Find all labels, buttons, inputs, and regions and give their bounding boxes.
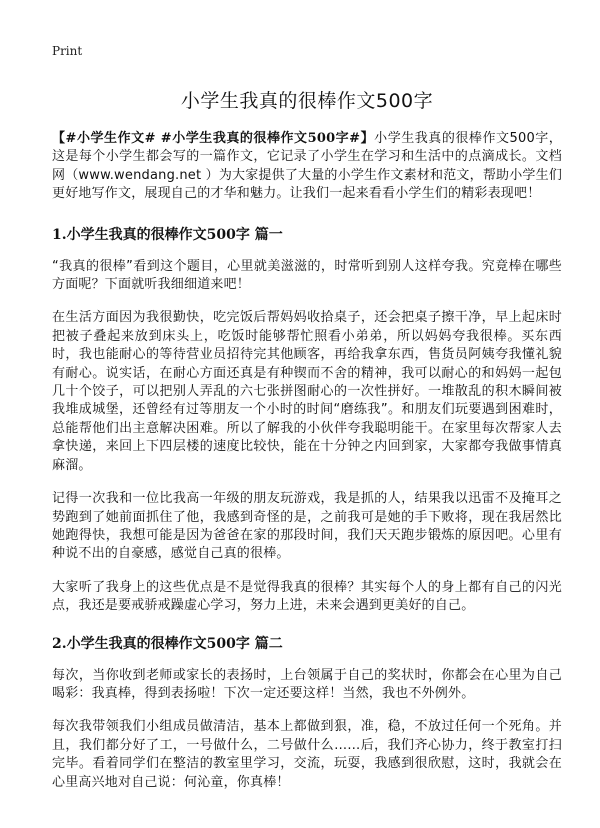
section-1-paragraph-2: 在生活方面因为我很勤快，吃完饭后帮妈妈收拾桌子，还会把桌子擦干净，早上起床时把被子叠起来放到床头上，吃饭时能够帮忙照看小弟弟，所以妈妈夸我很棒。买东西时，我也能耐心的等待营业员招待完其他顾客，再给我拿东西，售货员阿姨夸我懂礼貌有耐心。说实话，在耐心方面还真是有种锲而不舍的精神，我可以耐心的和妈妈一起包几十个饺子，可以把别人弄乱的六七张拼图耐心的一次性拼好。一堆散乱的积木瞬间被我堆成城堡，还曾经有过等朋友一个小时的时间“磨练我”。和朋友们玩要遇到困难时，总能帮他们出主意解决困难。所以了解我的小伙伴夸我聪明能干。在家里每次帮家人去拿快递，来回上下四层楼的速度比较快，能在十分钟之内回到家，大家都夸我做事情真麻溜。 (52, 310, 562, 473)
section-1-paragraph-1: “我真的很棒”看到这个题目，心里就美滋滋的，时常听到别人这样夸我。究竟棒在哪些方面呢？下面就听我细细道来吧！ (52, 258, 562, 293)
section-heading-2: 2.小学生我真的很棒作文500字 篇二 (52, 635, 283, 652)
intro-text: 小学生我真的很棒作文500字，这是每个小学生都会写的一篇作文，它记录了小学生在学习和生活中的点滴成长。文档网（www.wendang.net ）为大家提供了大量的小学生作文素材和范文，帮助小学生们更好地写作文，展现自己的才华和魅力。让我们一起来看看小学生们的精彩表现吧！ (52, 131, 563, 202)
article-title: 小学生我真的很棒作文500字 (180, 90, 434, 112)
print-link[interactable]: Print (52, 44, 83, 58)
section-1-paragraph-3: 记得一次我和一位比我高一年级的朋友玩游戏，我是抓的人，结果我以迅雷不及掩耳之势跑到了她前面抓住了他，我感到奇怪的是，之前我可是她的手下败将，现在我居然比她跑得快，我想可能是因为爸爸在家的那段时间，我们天天跑步锻炼的原因吧。心里有种说不出的自豪感，感觉自己真的很棒。 (52, 491, 562, 562)
section-heading-1: 1.小学生我真的很棒作文500字 篇一 (52, 226, 283, 243)
section-1-paragraph-4: 大家听了我身上的这些优点是不是觉得我真的很棒？其实每个人的身上都有自己的闪光点，我还是要戒骄戒躁虚心学习，努力上进，未来会遇到更美好的自己。 (52, 579, 562, 614)
section-2-paragraph-2: 每次我带领我们小组成员做清洁，基本上都做到狠，准，稳，不放过任何一个死角。并且，我们都分好了工，一号做什么，二号做什么……后，我们齐心协力，终于教室打扫完毕。看着同学们在整洁的教室里学习，交流，玩耍，我感到很欣慰，这时，我就会在心里高兴地对自己说：何沁童，你真棒！ (52, 719, 562, 790)
intro-tag: 【#小学生作文# #小学生我真的很棒作文500字#】 (52, 131, 375, 146)
intro-paragraph (52, 130, 562, 204)
document-page (52, 44, 562, 792)
section-2-paragraph-1: 每次，当你收到老师或家长的表扬时，上台领属于自己的奖状时，你都会在心里为自己喝彩：我真棒，得到表扬啦！下次一定还要这样！当然，我也不外例外。 (52, 667, 562, 701)
